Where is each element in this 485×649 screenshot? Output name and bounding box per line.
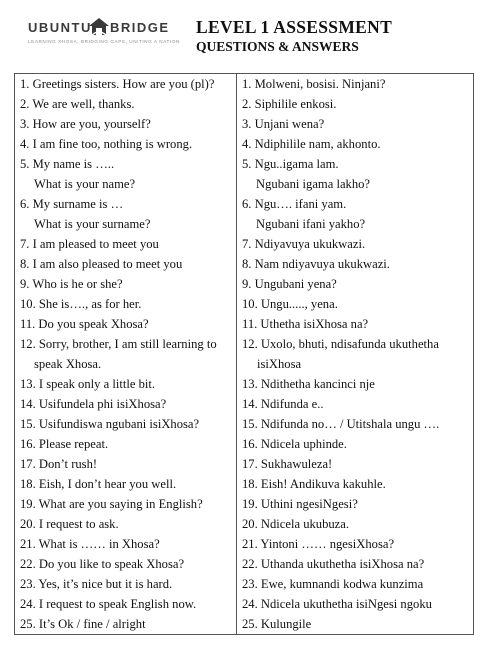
xhosa-cell: Ngubani igama lakho? [237, 174, 474, 194]
logo-right-word: BRIDGE [110, 20, 170, 35]
xhosa-cell: 9. Ungubani yena? [237, 274, 474, 294]
english-cell: 8. I am also pleased to meet you [15, 254, 237, 274]
table-row [15, 174, 474, 194]
table-row [15, 494, 474, 514]
english-cell: 13. I speak only a little bit. [15, 374, 237, 394]
xhosa-cell: 15. Ndifunda no… / Utitshala ungu …. [237, 414, 474, 434]
page-header [0, 0, 485, 70]
table-row [15, 534, 474, 554]
xhosa-cell: Ngubani ifani yakho? [237, 214, 474, 234]
xhosa-cell: 17. Sukhawuleza! [237, 454, 474, 474]
english-cell: 24. I request to speak English now. [15, 594, 237, 614]
table-row [15, 94, 474, 114]
xhosa-cell: 20. Ndicela ukubuza. [237, 514, 474, 534]
xhosa-cell: 19. Uthini ngesiNgesi? [237, 494, 474, 514]
english-cell: 19. What are you saying in English? [15, 494, 237, 514]
qa-table-body [15, 74, 474, 635]
table-row [15, 154, 474, 174]
english-cell: 6. My surname is … [15, 194, 237, 214]
english-cell: What is your surname? [15, 214, 237, 234]
xhosa-cell: 13. Ndithetha kancinci nje [237, 374, 474, 394]
xhosa-cell: 5. Ngu..igama lam. [237, 154, 474, 174]
xhosa-cell: 6. Ngu…. ifani yam. [237, 194, 474, 214]
xhosa-cell: 23. Ewe, kumnandi kodwa kunzima [237, 574, 474, 594]
table-row [15, 254, 474, 274]
english-cell: 15. Usifundiswa ngubani isiXhosa? [15, 414, 237, 434]
table-row [15, 594, 474, 614]
english-cell: 20. I request to ask. [15, 514, 237, 534]
english-cell: 2. We are well, thanks. [15, 94, 237, 114]
xhosa-cell: isiXhosa [237, 354, 474, 374]
table-row [15, 454, 474, 474]
english-cell: 7. I am pleased to meet you [15, 234, 237, 254]
english-cell: 25. It’s Ok / fine / alright [15, 614, 237, 635]
english-cell: 18. Eish, I don’t hear you well. [15, 474, 237, 494]
table-row [15, 194, 474, 214]
table-row [15, 274, 474, 294]
table-row [15, 514, 474, 534]
page-subtitle: QUESTIONS & ANSWERS [196, 39, 359, 54]
english-cell: What is your name? [15, 174, 237, 194]
xhosa-cell: 25. Kulungile [237, 614, 474, 635]
english-cell: 21. What is …… in Xhosa? [15, 534, 237, 554]
xhosa-cell: 14. Ndifunda e.. [237, 394, 474, 414]
logo-left-word: UBUNTU [28, 20, 92, 35]
page-title: LEVEL 1 ASSESSMENT [196, 17, 393, 37]
english-cell: 17. Don’t rush! [15, 454, 237, 474]
table-row [15, 214, 474, 234]
table-row [15, 574, 474, 594]
table-row [15, 114, 474, 134]
table-row [15, 374, 474, 394]
logo-tagline: LEARNING XHOSA, BRIDGING GAPS, UNITING A NATION [28, 39, 180, 44]
house-icon [88, 16, 110, 38]
table-row [15, 554, 474, 574]
table-row [15, 434, 474, 454]
xhosa-cell: 3. Unjani wena? [237, 114, 474, 134]
table-row [15, 74, 474, 95]
title-block [196, 17, 476, 56]
table-row [15, 414, 474, 434]
english-cell: 23. Yes, it’s nice but it is hard. [15, 574, 237, 594]
qa-table [14, 73, 474, 635]
xhosa-cell: 11. Uthetha isiXhosa na? [237, 314, 474, 334]
xhosa-cell: 10. Ungu....., yena. [237, 294, 474, 314]
english-cell: 12. Sorry, brother, I am still learning to [15, 334, 237, 354]
table-row [15, 614, 474, 635]
xhosa-cell: 24. Ndicela ukuthetha isiNgesi ngoku [237, 594, 474, 614]
table-row [15, 354, 474, 374]
xhosa-cell: 18. Eish! Andikuva kakuhle. [237, 474, 474, 494]
table-row [15, 394, 474, 414]
english-cell: speak Xhosa. [15, 354, 237, 374]
xhosa-cell: 1. Molweni, bosisi. Ninjani? [237, 74, 474, 95]
english-cell: 22. Do you like to speak Xhosa? [15, 554, 237, 574]
xhosa-cell: 7. Ndiyavuya ukukwazi. [237, 234, 474, 254]
table-row [15, 234, 474, 254]
xhosa-cell: 8. Nam ndiyavuya ukukwazi. [237, 254, 474, 274]
xhosa-cell: 4. Ndiphilile nam, akhonto. [237, 134, 474, 154]
english-cell: 3. How are you, yourself? [15, 114, 237, 134]
english-cell: 1. Greetings sisters. How are you (pl)? [15, 74, 237, 95]
table-row [15, 134, 474, 154]
xhosa-cell: 2. Siphilile enkosi. [237, 94, 474, 114]
english-cell: 4. I am fine too, nothing is wrong. [15, 134, 237, 154]
table-row [15, 294, 474, 314]
table-row [15, 314, 474, 334]
english-cell: 16. Please repeat. [15, 434, 237, 454]
table-row [15, 474, 474, 494]
xhosa-cell: 22. Uthanda ukuthetha isiXhosa na? [237, 554, 474, 574]
english-cell: 14. Usifundela phi isiXhosa? [15, 394, 237, 414]
xhosa-cell: 16. Ndicela uphinde. [237, 434, 474, 454]
english-cell: 11. Do you speak Xhosa? [15, 314, 237, 334]
ubuntu-bridge-logo [28, 16, 178, 60]
xhosa-cell: 21. Yintoni …… ngesiXhosa? [237, 534, 474, 554]
table-row [15, 334, 474, 354]
english-cell: 9. Who is he or she? [15, 274, 237, 294]
english-cell: 10. She is…., as for her. [15, 294, 237, 314]
xhosa-cell: 12. Uxolo, bhuti, ndisafunda ukuthetha [237, 334, 474, 354]
english-cell: 5. My name is ….. [15, 154, 237, 174]
